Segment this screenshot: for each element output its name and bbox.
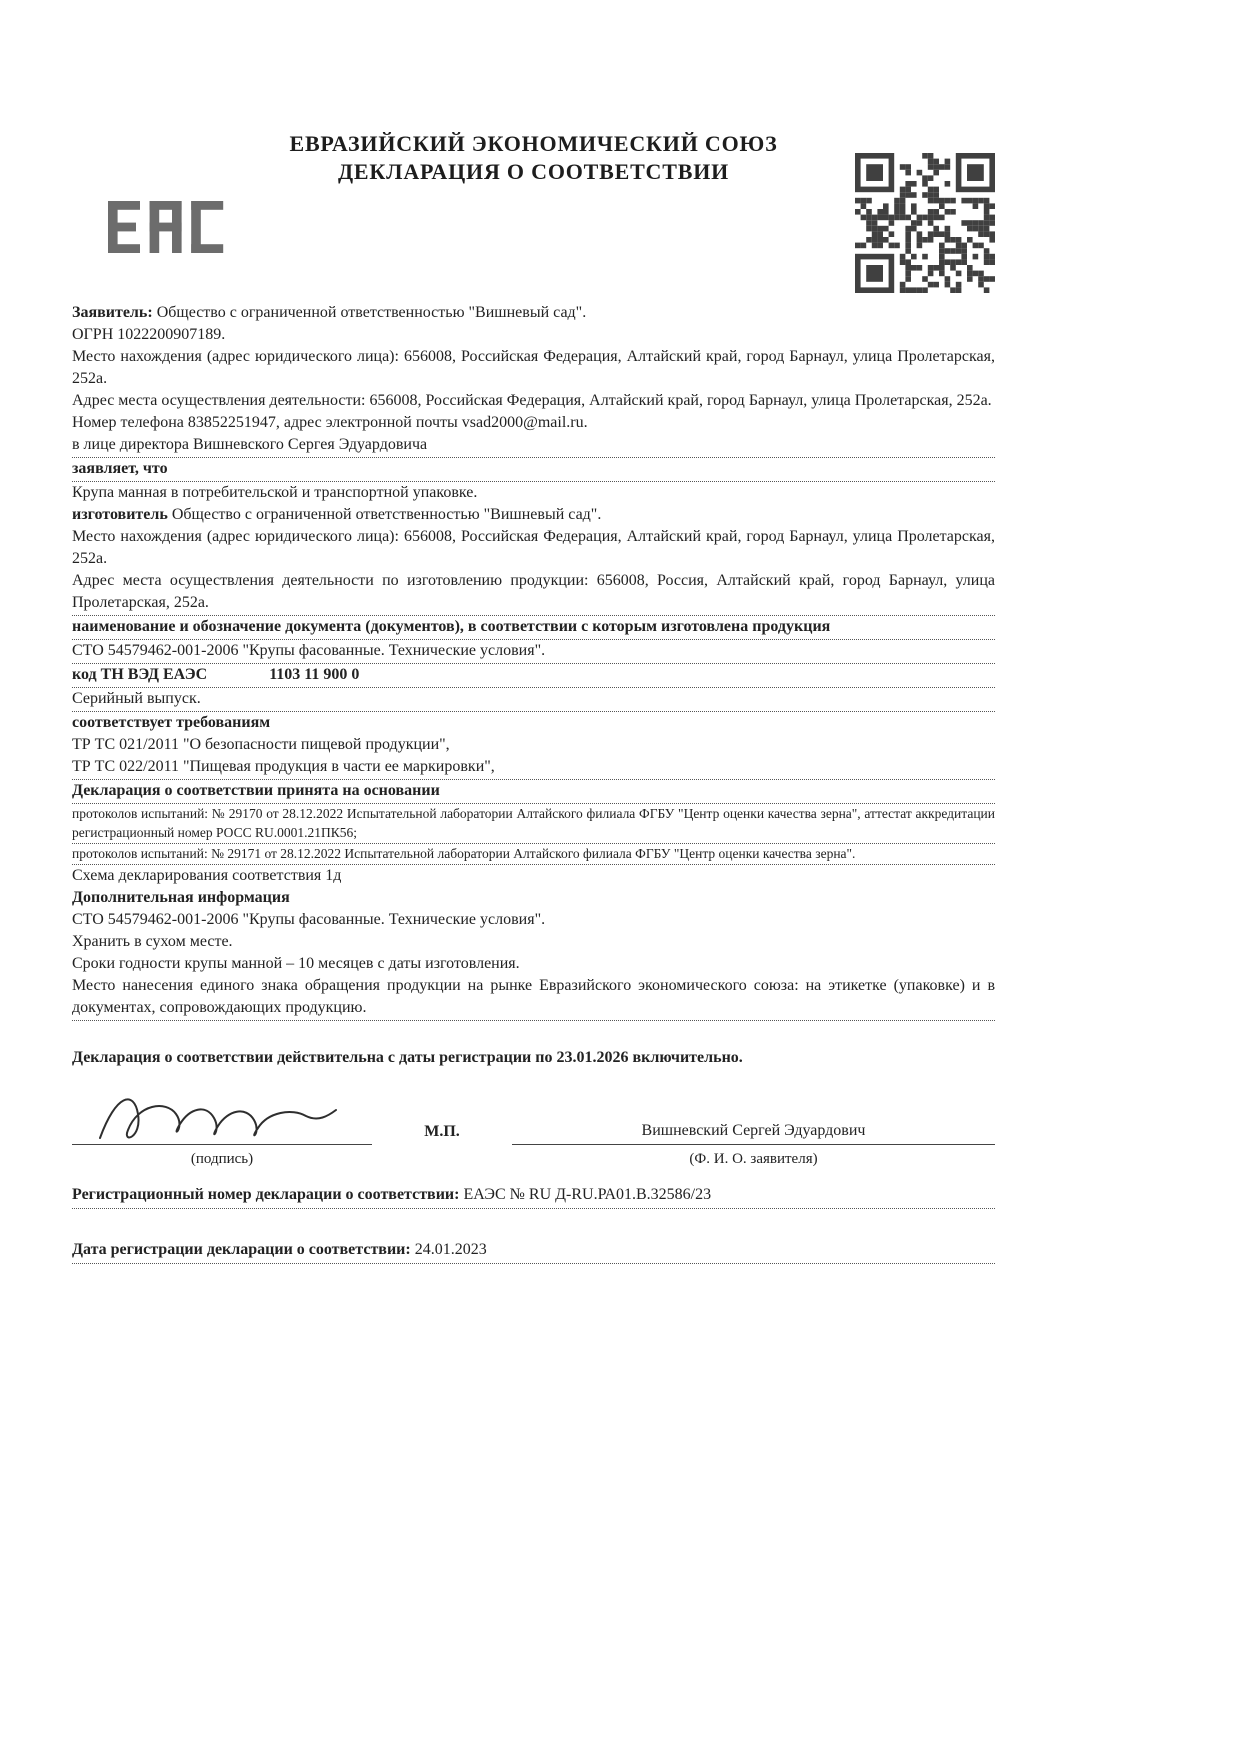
declarant-name: Вишневский Сергей Эдуардович bbox=[512, 1120, 995, 1145]
additional-heading: Дополнительная информация bbox=[72, 889, 290, 906]
declares-heading: заявляет, что bbox=[72, 458, 995, 482]
title-declaration: ДЕКЛАРАЦИЯ О СООТВЕТСТВИИ bbox=[337, 159, 730, 184]
regulation-line: ТР ТС 021/2011 "О безопасности пищевой продукции", bbox=[72, 736, 450, 753]
scheme-line: Схема декларирования соответствия 1д bbox=[72, 867, 342, 884]
tnved-label: код ТН ВЭД ЕАЭС bbox=[72, 666, 208, 683]
signature-icon bbox=[92, 1086, 342, 1150]
caption-spacer bbox=[372, 1148, 512, 1170]
registration-number-line bbox=[72, 1184, 995, 1209]
product-line: Крупа манная в потребительской и транспортной упаковке. bbox=[72, 484, 478, 501]
registration-date-line bbox=[72, 1239, 995, 1264]
applicant-contacts: Номер телефона 83852251947, адрес электронной почты vsad2000@mail.ru. bbox=[72, 414, 588, 431]
signature-field bbox=[72, 1086, 372, 1145]
manufacturer-legal-address: Место нахождения (адрес юридического лица): 656008, Российская Федерация, Алтайский край, город Барнаул, улица Пролетарская, 252а. bbox=[72, 528, 995, 567]
additional-line: Хранить в сухом месте. bbox=[72, 933, 233, 950]
signature-captions bbox=[72, 1148, 995, 1170]
docs-heading: наименование и обозначение документа (документов), в соответствии с которым изготовлена продукция bbox=[72, 616, 995, 640]
manufacturer-label: изготовитель bbox=[72, 506, 168, 523]
registration-date-value: 24.01.2023 bbox=[410, 1241, 487, 1258]
regulation-line: ТР ТС 022/2011 "Пищевая продукция в части ее маркировки", bbox=[72, 756, 995, 780]
applicant-activity-address: Адрес места осуществления деятельности: 656008, Российская Федерация, Алтайский край, город Барнаул, улица Пролетарская, 252а. bbox=[72, 392, 992, 409]
registration-date-label: Дата регистрации декларации о соответствии: bbox=[72, 1241, 411, 1258]
additional-line: Сроки годности крупы манной – 10 месяцев с даты изготовления. bbox=[72, 955, 520, 972]
signature-row bbox=[72, 1087, 995, 1145]
docs-value: СТО 54579462-001-2006 "Крупы фасованные. Технические условия". bbox=[72, 640, 995, 664]
basis-heading: Декларация о соответствии принята на основании bbox=[72, 780, 995, 804]
manufacturer-production-address: Адрес места осуществления деятельности по изготовлению продукции: 656008, Россия, Алтайский край, город Барнаул, улица Пролетарская, 252а. bbox=[72, 570, 995, 616]
mp-label: М.П. bbox=[424, 1123, 460, 1140]
ogrn-line: ОГРН 1022200907189. bbox=[72, 326, 226, 343]
registration-number-value: ЕАЭС № RU Д-RU.РА01.В.32586/23 bbox=[459, 1186, 712, 1203]
protocol-line: протоколов испытаний: № 29170 от 28.12.2022 Испытательной лаборатории Алтайского филиала ФГБУ "Центр оценки качества зерна", аттестат аккредитации регистрационный номер РОСС RU.0001.21ПК56; bbox=[72, 804, 995, 844]
applicant-name: Общество с ограниченной ответственностью "Вишневый сад". bbox=[152, 304, 587, 321]
manufacturer-name: Общество с ограниченной ответственностью "Вишневый сад". bbox=[167, 506, 602, 523]
validity-line: Декларация о соответствии действительна с даты регистрации по 23.01.2026 включительно. bbox=[72, 1049, 743, 1066]
conformity-heading: соответствует требованиям bbox=[72, 714, 271, 731]
mark-place-line: Место нанесения единого знака обращения продукции на рынке Евразийского экономического союза: на этикетке (упаковке) и в документах, сопровождающих продукцию. bbox=[72, 975, 995, 1021]
tnved-line bbox=[72, 664, 995, 688]
director-line: в лице директора Вишневского Сергея Эдуардовича bbox=[72, 434, 995, 458]
document-body bbox=[72, 302, 995, 1264]
name-caption: (Ф. И. О. заявителя) bbox=[689, 1151, 818, 1167]
title-union: ЕВРАЗИЙСКИЙ ЭКОНОМИЧЕСКИЙ СОЮЗ bbox=[289, 131, 778, 156]
serial-line: Серийный выпуск. bbox=[72, 688, 995, 712]
tnved-code: 1103 11 900 0 bbox=[269, 666, 360, 683]
manufacturer-line bbox=[72, 504, 995, 526]
signature-caption: (подпись) bbox=[190, 1151, 254, 1167]
applicant-label: Заявитель: bbox=[72, 304, 153, 321]
additional-line: СТО 54579462-001-2006 "Крупы фасованные. Технические условия". bbox=[72, 911, 546, 928]
protocol-line: протоколов испытаний: № 29171 от 28.12.2022 Испытательной лаборатории Алтайского филиала ФГБУ "Центр оценки качества зерна". bbox=[72, 844, 995, 865]
document-title bbox=[72, 0, 995, 186]
applicant-line bbox=[72, 302, 995, 324]
applicant-legal-address: Место нахождения (адрес юридического лица): 656008, Российская Федерация, Алтайский край, город Барнаул, улица Пролетарская, 252а. bbox=[72, 348, 995, 387]
registration-number-label: Регистрационный номер декларации о соответствии: bbox=[72, 1186, 460, 1203]
document-content bbox=[72, 0, 995, 1264]
